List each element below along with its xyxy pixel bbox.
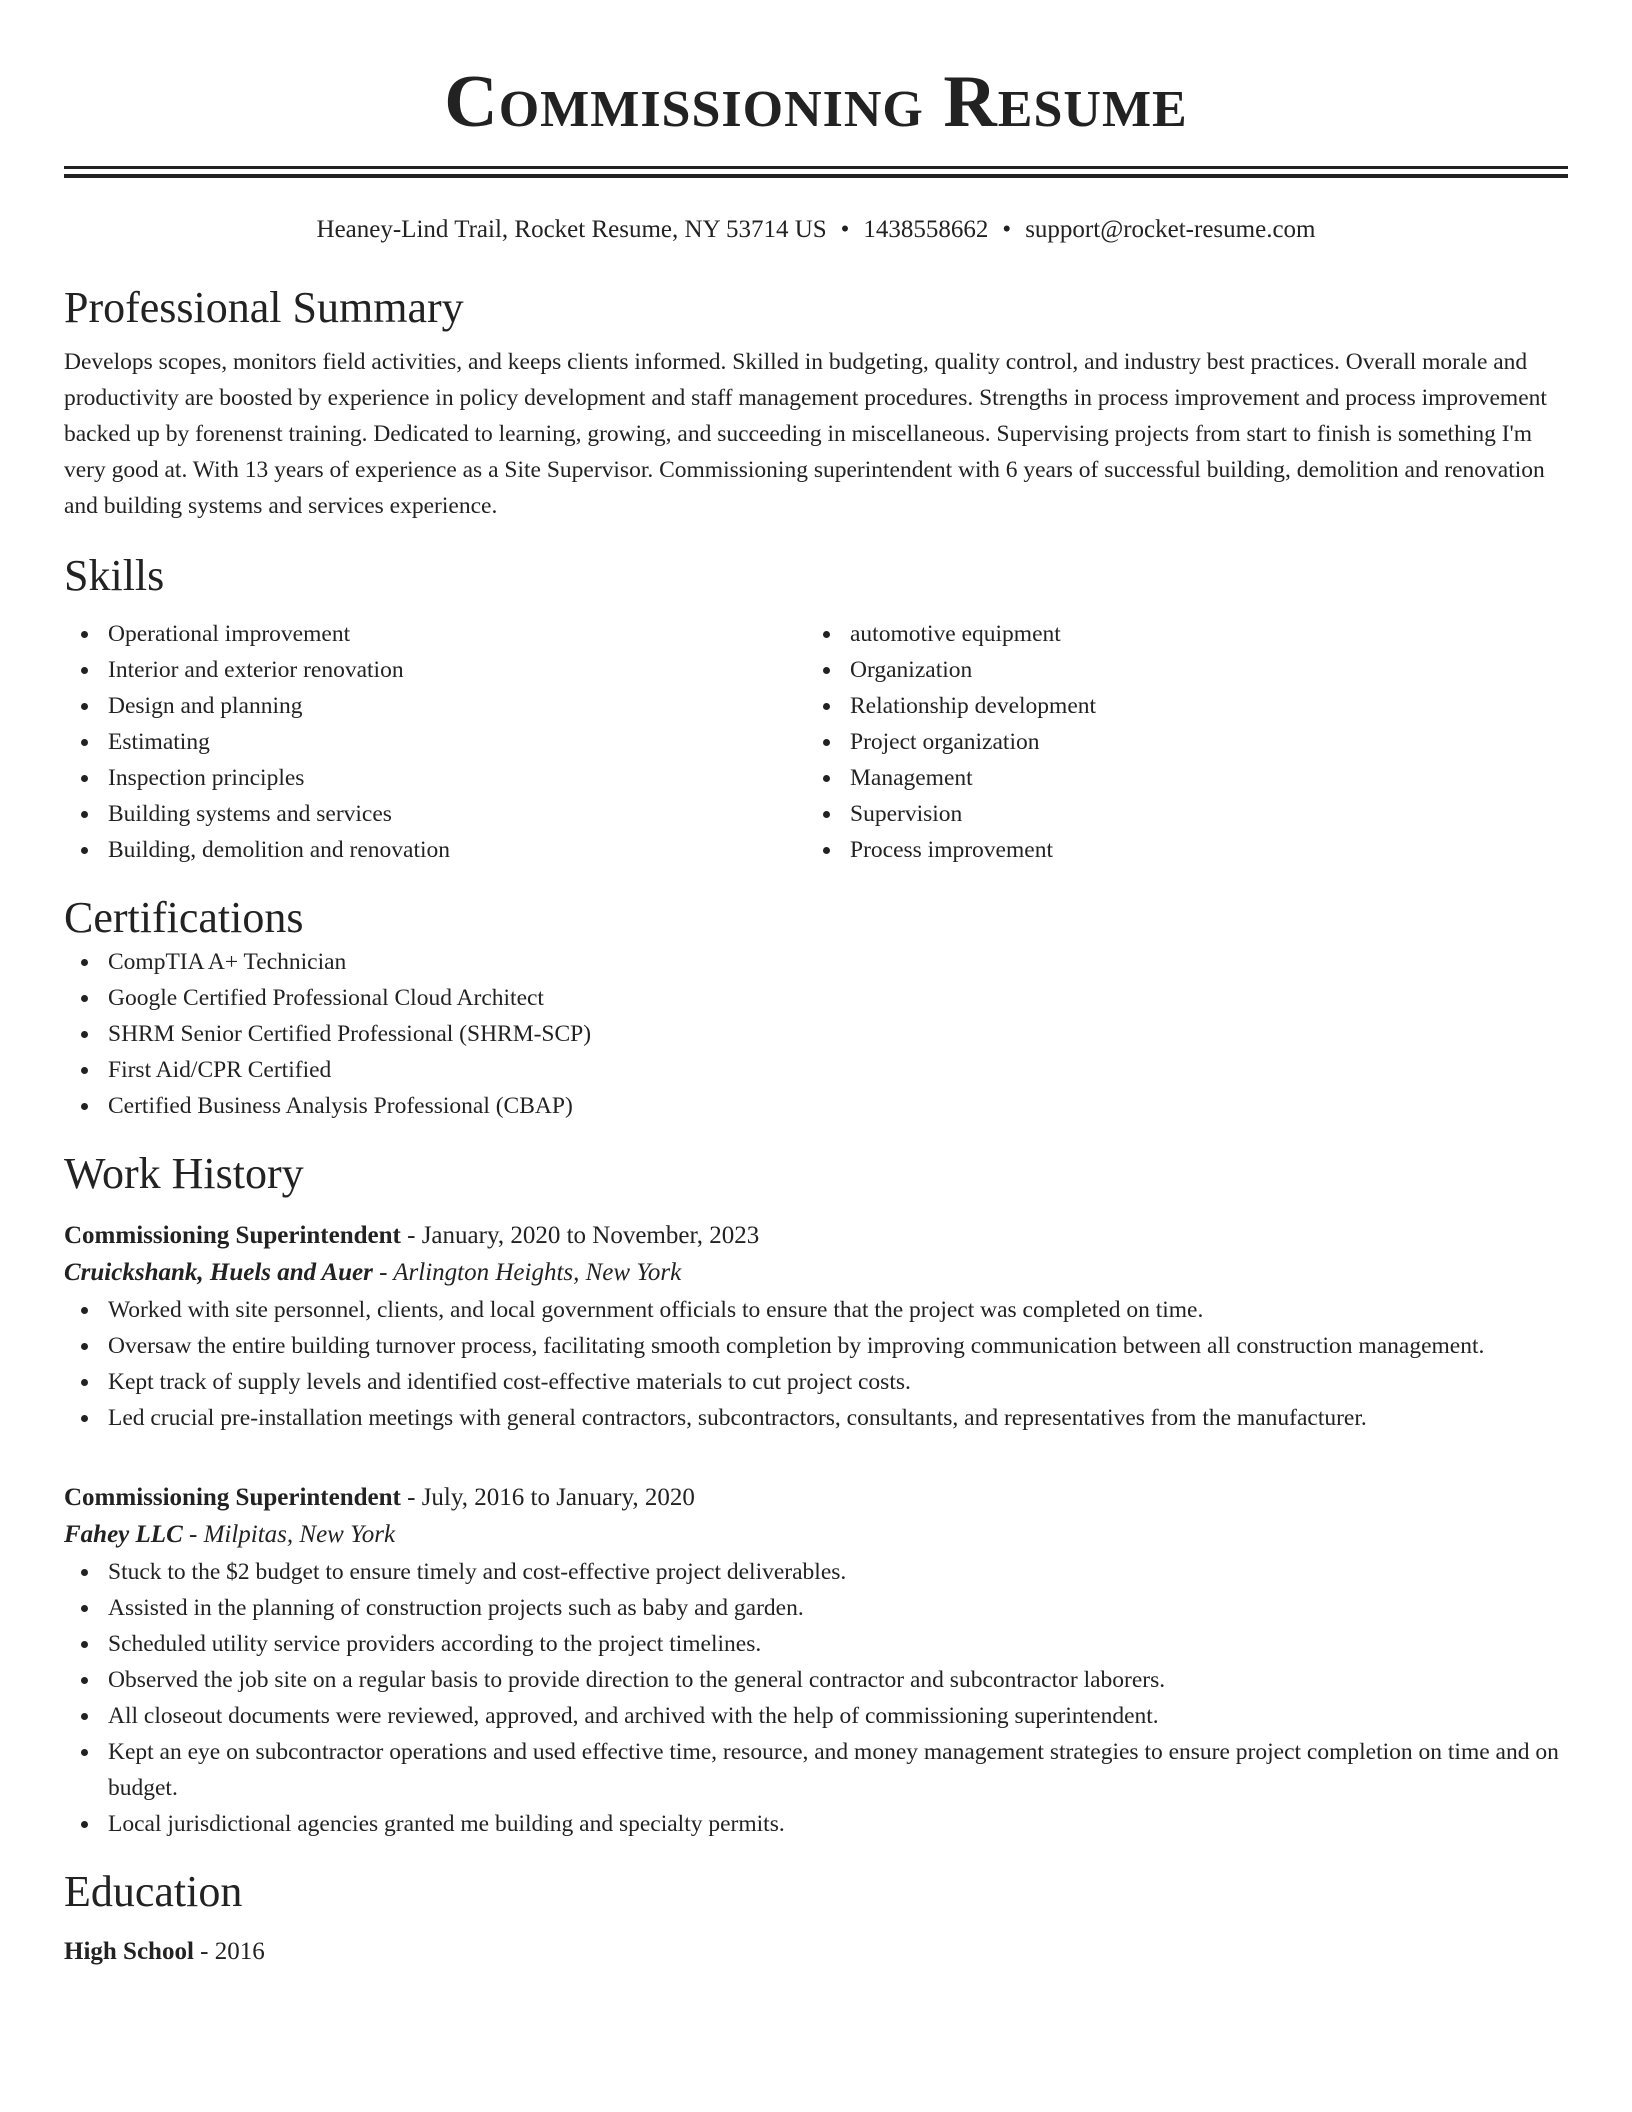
job-duty-item: Assisted in the planning of construction projects such as baby and garden. xyxy=(64,1590,1568,1626)
contact-line xyxy=(64,214,1568,246)
job-duty-item: Oversaw the entire building turnover process, facilitating smooth completion by improving communication between all construction management. xyxy=(64,1328,1568,1364)
skill-item: Interior and exterior renovation xyxy=(64,652,806,688)
job-company: Fahey LLC xyxy=(64,1521,183,1548)
contact-email: support@rocket-resume.com xyxy=(1025,216,1316,243)
summary-heading: Professional Summary xyxy=(64,283,464,332)
skill-item: Management xyxy=(806,760,1548,796)
certifications-list xyxy=(64,944,1568,1124)
job-duty-item: Kept track of supply levels and identified cost-effective materials to cut project costs. xyxy=(64,1364,1568,1400)
job-location: - Arlington Heights, New York xyxy=(372,1259,682,1286)
certification-item: First Aid/CPR Certified xyxy=(64,1052,1568,1088)
certifications-heading: Certifications xyxy=(64,893,304,942)
job-title-line xyxy=(64,1218,1568,1254)
education-year: - 2016 xyxy=(193,1938,265,1965)
skill-item: Estimating xyxy=(64,724,806,760)
summary-text: Develops scopes, monitors field activities, and keeps clients informed. Skilled in budgeting, quality control, and industry best practices. Overall morale and productivity are boosted by experience in policy development and staff management procedures. Strengths in process improvement and process improvement backed up by forenenst training. Dedicated to learning, growing, and succeeding in miscellaneous. Supervising projects from start to finish is something I'm very good at. With 13 years of experience as a Site Supervisor. Commissioning superintendent with 6 years of successful building, demolition and renovation and building systems and services experience. xyxy=(64,349,1547,519)
job-duty-item: Worked with site personnel, clients, and local government officials to ensure that the project was completed on time. xyxy=(64,1292,1568,1328)
skill-item: Building systems and services xyxy=(64,796,806,832)
education-degree: High School xyxy=(64,1938,194,1965)
skills-heading: Skills xyxy=(64,551,165,600)
resume-page xyxy=(64,0,1568,1970)
work-history-heading: Work History xyxy=(64,1149,304,1198)
skills-column-left xyxy=(64,616,806,868)
job-duty-item: Kept an eye on subcontractor operations and used effective time, resource, and money management strategies to ensure project completion on time and on budget. xyxy=(64,1734,1568,1806)
skills-list-left xyxy=(64,616,806,868)
contact-phone: 1438558662 xyxy=(863,216,989,243)
skill-item: Process improvement xyxy=(806,832,1548,868)
job-dates: - July, 2016 to January, 2020 xyxy=(400,1484,695,1511)
job-entry xyxy=(64,1480,1568,1842)
resume-title: Commissioning Resume xyxy=(444,61,1188,143)
job-duty-item: Led crucial pre-installation meetings with general contractors, subcontractors, consultants, and representatives from the manufacturer. xyxy=(64,1400,1568,1436)
job-duty-item: Stuck to the $2 budget to ensure timely and cost-effective project deliverables. xyxy=(64,1554,1568,1590)
skill-item: Building, demolition and renovation xyxy=(64,832,806,868)
skill-item: Inspection principles xyxy=(64,760,806,796)
skills-list-right xyxy=(806,616,1548,868)
skill-item: Organization xyxy=(806,652,1548,688)
skill-item: Supervision xyxy=(806,796,1548,832)
job-company-line xyxy=(64,1254,1568,1292)
skill-item: automotive equipment xyxy=(806,616,1548,652)
contact-address: Heaney-Lind Trail, Rocket Resume, NY 53714 US xyxy=(316,216,827,243)
skills-column-right xyxy=(806,616,1548,868)
job-dates: - January, 2020 to November, 2023 xyxy=(400,1222,760,1249)
skills-grid xyxy=(64,616,1568,868)
job-duty-item: All closeout documents were reviewed, approved, and archived with the help of commissioning superintendent. xyxy=(64,1698,1568,1734)
job-location: - Milpitas, New York xyxy=(182,1521,396,1548)
job-title-line xyxy=(64,1480,1568,1516)
job-duties-list xyxy=(64,1292,1568,1436)
education-heading: Education xyxy=(64,1867,243,1916)
certification-item: SHRM Senior Certified Professional (SHRM-SCP) xyxy=(64,1016,1568,1052)
job-duty-item: Observed the job site on a regular basis to provide direction to the general contractor and subcontractor laborers. xyxy=(64,1662,1568,1698)
job-duty-item: Local jurisdictional agencies granted me building and specialty permits. xyxy=(64,1806,1568,1842)
contact-separator: • xyxy=(1002,216,1012,243)
skill-item: Relationship development xyxy=(806,688,1548,724)
job-duty-item: Scheduled utility service providers according to the project timelines. xyxy=(64,1626,1568,1662)
skill-item: Design and planning xyxy=(64,688,806,724)
job-duties-list xyxy=(64,1554,1568,1842)
skill-item: Project organization xyxy=(806,724,1548,760)
job-role: Commissioning Superintendent xyxy=(64,1222,401,1249)
job-company-line xyxy=(64,1516,1568,1554)
contact-separator: • xyxy=(840,216,850,243)
job-role: Commissioning Superintendent xyxy=(64,1484,401,1511)
certification-item: Google Certified Professional Cloud Architect xyxy=(64,980,1568,1016)
education-entry xyxy=(64,1934,1568,1970)
title-divider-bottom xyxy=(64,174,1568,178)
title-divider-top xyxy=(64,166,1568,169)
certification-item: CompTIA A+ Technician xyxy=(64,944,1568,980)
job-company: Cruickshank, Huels and Auer xyxy=(64,1259,373,1286)
job-entry xyxy=(64,1218,1568,1436)
certification-item: Certified Business Analysis Professional (CBAP) xyxy=(64,1088,1568,1124)
skill-item: Operational improvement xyxy=(64,616,806,652)
